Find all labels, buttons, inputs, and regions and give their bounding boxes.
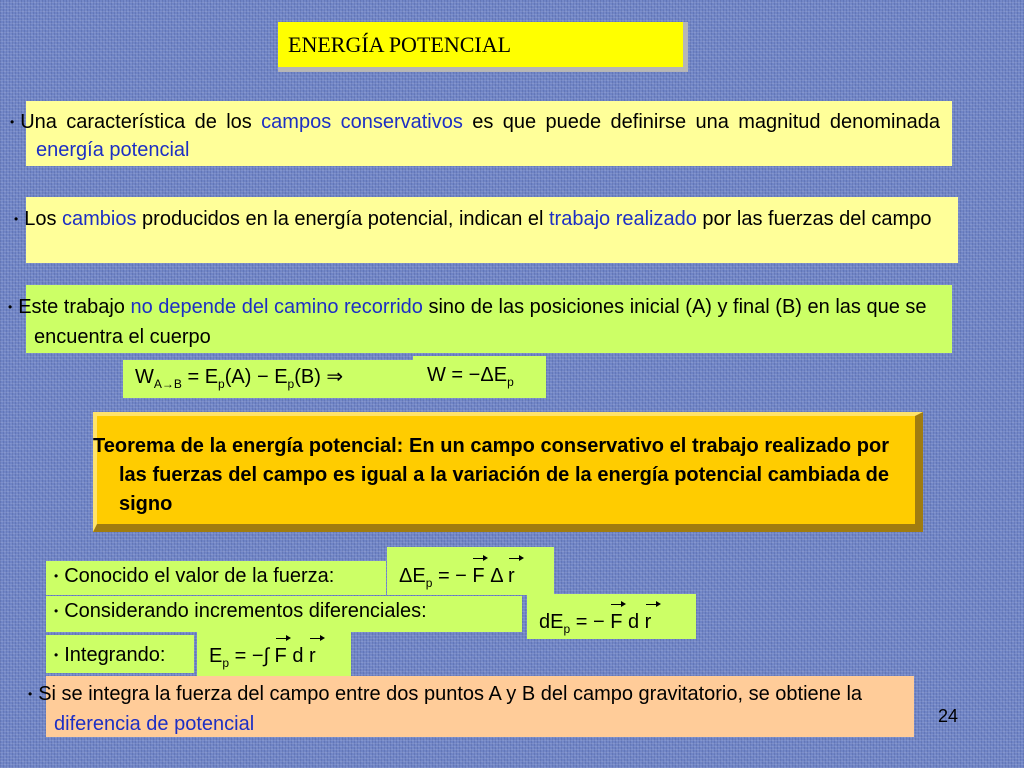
paragraph-potential-changes [14,197,958,263]
eq-part: = − [570,611,611,633]
text: Una característica de los [20,111,262,133]
vector-f: F [472,565,485,587]
eq-part: = E [181,366,219,388]
text: Si se integra la fuerza del campo entre dos puntos A y B del campo gravitatorio, se obtiene la [38,683,863,705]
eq-subscript: A→B [153,377,182,391]
eq-subscript: p [222,656,230,670]
bullet-icon: • [10,115,15,129]
text: producidos en la energía potencial, indican el [136,208,549,230]
bullet-icon: • [14,212,19,226]
text: Integrando: [64,644,166,666]
equation-integral [197,631,351,676]
eq-part: d [286,645,310,667]
text: Los [24,208,63,230]
page-number: 24 [938,706,959,726]
eq-part: = −∫ [229,645,275,667]
eq-part: (A) − E [224,366,288,388]
text: Considerando incrementos diferenciales: [64,600,427,622]
eq-part: = − [432,565,473,587]
bullet-icon: • [54,648,59,662]
highlight-text: trabajo realizado [549,208,697,230]
highlight-text: energía potencial [36,139,190,161]
bullet-icon: • [54,604,59,618]
vector-f: F [610,611,623,633]
highlight-text: no depende del camino recorrido [130,296,423,318]
slide-title: ENERGÍA POTENCIAL [278,22,688,72]
equation-work-delta [413,356,546,398]
eq-part: E [209,645,223,667]
eq-part: W = −ΔE [427,364,508,386]
text: Conocido el valor de la fuerza: [64,565,335,587]
bullet-icon: • [54,569,59,583]
eq-part: Δ [484,565,509,587]
bullet-integrating [46,635,194,673]
bullet-potential-difference [28,676,914,737]
eq-subscript: p [507,375,514,389]
highlight-text: cambios [62,208,137,230]
eq-subscript: p [218,377,225,391]
eq-part: dE [539,611,564,633]
vector-r: r [309,645,316,667]
eq-subscript: p [563,622,571,636]
eq-part: d [622,611,645,633]
paragraph-path-independence [8,285,952,353]
equation-delta-ep [387,547,554,595]
highlight-text: diferencia de potencial [54,713,255,735]
bullet-known-force [46,561,386,595]
eq-symbol: W [135,366,154,388]
paragraph-conservative-fields [10,101,952,166]
equation-work-difference [123,360,413,398]
theorem-box: Teorema de la energía potencial: En un campo conservativo el trabajo realizado por las fuerzas del campo es igual a la variación de la energía potencial cambiada de signo [93,412,923,532]
text: Este trabajo [18,296,131,318]
eq-part: (B) ⇒ [294,366,344,388]
eq-part: ΔE [399,565,426,587]
text: sino de las posiciones inicial (A) y final (B) en las que se encuentra el cuerpo [34,296,927,348]
eq-subscript: p [287,377,295,391]
vector-r: r [508,565,515,587]
text: por las fuerzas del campo [696,208,932,230]
vector-r: r [644,611,652,633]
vector-f: F [274,645,287,667]
bullet-icon: • [28,687,33,701]
eq-subscript: p [425,576,433,590]
equation-differential [527,594,696,639]
text: es que puede definirse una magnitud denominada [462,111,940,133]
highlight-text: campos conservativos [261,111,463,133]
bullet-icon: • [8,300,13,314]
bullet-differential [46,596,522,632]
